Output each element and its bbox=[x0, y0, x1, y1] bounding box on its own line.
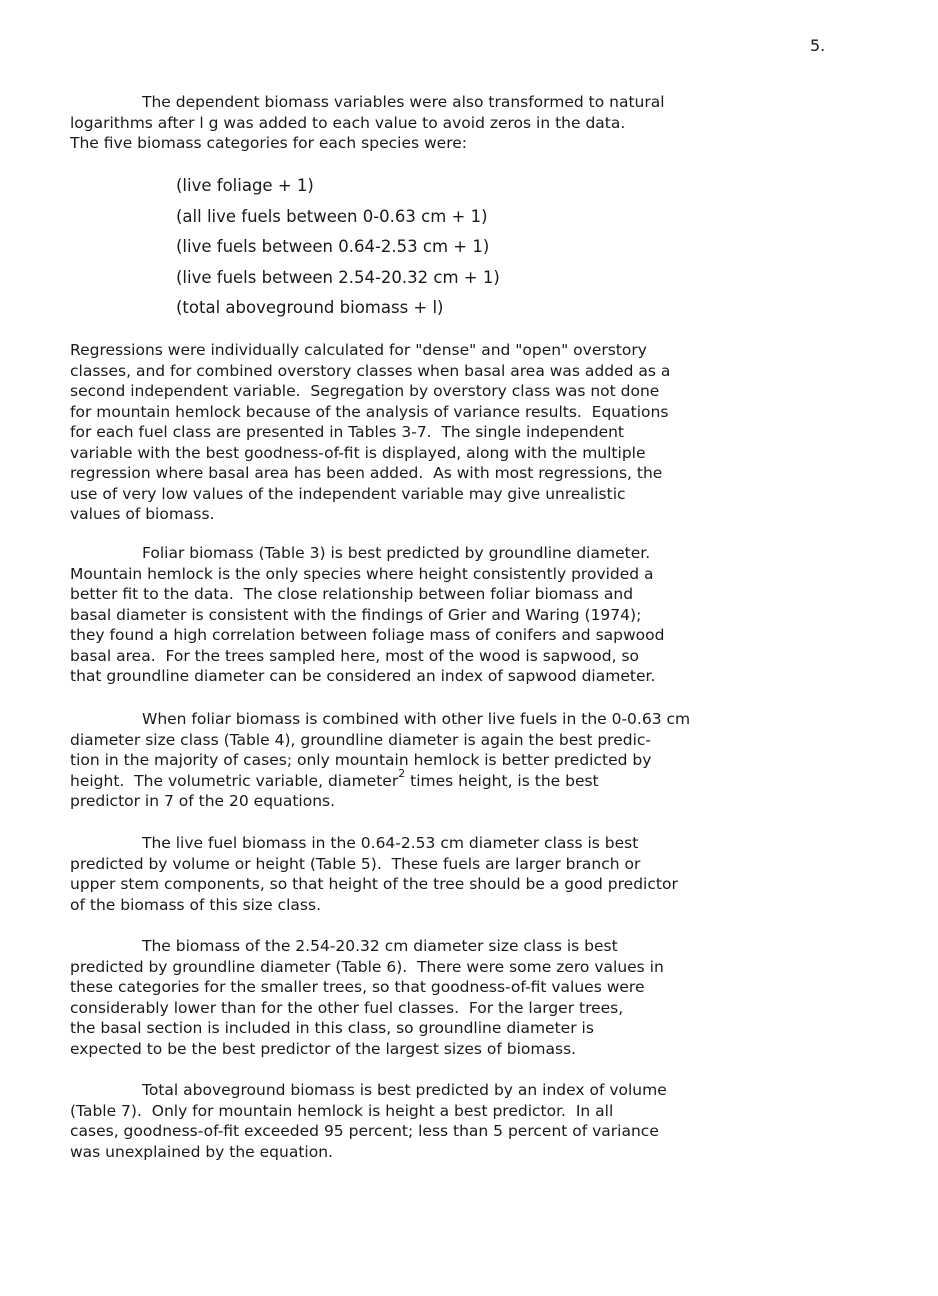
text-line: (Table 7). Only for mountain hemlock is height a best predictor. In all bbox=[70, 1101, 614, 1120]
text-line: Foliar biomass (Table 3) is best predicted by groundline diameter. bbox=[142, 544, 651, 562]
text-segment: height. The volumetric variable, diameter bbox=[70, 771, 399, 790]
text-line: for mountain hemlock because of the analysis of variance results. Equations bbox=[70, 402, 669, 421]
text-line: the basal section is included in this class, so groundline diameter is bbox=[70, 1019, 594, 1037]
large-class-paragraph bbox=[70, 936, 860, 1059]
text-line: they found a high correlation between foliage mass of conifers and sapwood bbox=[70, 626, 665, 644]
text-line: second independent variable. Segregation by overstory class was not done bbox=[70, 382, 660, 400]
combined-paragraph bbox=[70, 709, 860, 812]
superscript: 2 bbox=[398, 767, 406, 781]
page-number: 5. bbox=[810, 36, 826, 55]
text-line: considerably lower than for the other fuel classes. For the larger trees, bbox=[70, 998, 624, 1017]
text-line: The biomass of the 2.54-20.32 cm diameter size class is best bbox=[142, 937, 618, 955]
text-line: When foliar biomass is combined with other live fuels in the 0-0.63 cm bbox=[142, 710, 691, 728]
text-line: Regressions were individually calculated for "dense" and "open" overstory bbox=[70, 341, 647, 359]
biomass-category-list bbox=[176, 174, 500, 327]
text-line: was unexplained by the equation. bbox=[70, 1142, 333, 1161]
list-item: (total aboveground biomass + l) bbox=[176, 298, 444, 317]
text-line: predictor in 7 of the 20 equations. bbox=[70, 792, 336, 810]
text-line: predicted by groundline diameter (Table 6). There were some zero values in bbox=[70, 957, 664, 976]
text-line: basal area. For the trees sampled here, most of the wood is sapwood, so bbox=[70, 646, 640, 665]
foliar-paragraph bbox=[70, 543, 860, 687]
text-line: The dependent biomass variables were also transformed to natural bbox=[142, 93, 665, 111]
text-line: variable with the best goodness-of-fit is displayed, along with the multiple bbox=[70, 443, 646, 462]
text-line: these categories for the smaller trees, so that goodness-of-fit values were bbox=[70, 978, 645, 996]
text-line: better fit to the data. The close relationship between foliar biomass and bbox=[70, 585, 634, 603]
text-line bbox=[70, 767, 860, 792]
total-paragraph bbox=[70, 1080, 860, 1162]
text-line: use of very low values of the independent variable may give unrealistic bbox=[70, 484, 626, 503]
text-line: The five biomass categories for each species were: bbox=[70, 134, 467, 152]
text-line: cases, goodness-of-fit exceeded 95 percent; less than 5 percent of variance bbox=[70, 1122, 659, 1140]
text-line: values of biomass. bbox=[70, 505, 215, 523]
text-line: for each fuel class are presented in Tables 3-7. The single independent bbox=[70, 423, 625, 441]
text-line: classes, and for combined overstory classes when basal area was added as a bbox=[70, 361, 671, 380]
text-line: The live fuel biomass in the 0.64-2.53 cm diameter class is best bbox=[142, 834, 639, 852]
list-item: (live fuels between 0.64-2.53 cm + 1) bbox=[176, 237, 490, 256]
text-line: of the biomass of this size class. bbox=[70, 895, 321, 914]
text-line: basal diameter is consistent with the findings of Grier and Waring (1974); bbox=[70, 605, 642, 624]
text-segment: times height, is the best bbox=[405, 771, 599, 790]
text-line: upper stem components, so that height of the tree should be a good predictor bbox=[70, 875, 678, 893]
text-line: that groundline diameter can be considered an index of sapwood diameter. bbox=[70, 667, 656, 685]
regressions-paragraph bbox=[70, 340, 860, 525]
list-item: (all live fuels between 0-0.63 cm + 1) bbox=[176, 206, 488, 226]
text-line: logarithms after l g was added to each value to avoid zeros in the data. bbox=[70, 113, 626, 132]
intro-paragraph bbox=[70, 92, 860, 154]
list-item: (live foliage + 1) bbox=[176, 176, 314, 195]
text-line: expected to be the best predictor of the largest sizes of biomass. bbox=[70, 1039, 577, 1058]
text-line: tion in the majority of cases; only mountain hemlock is better predicted by bbox=[70, 751, 652, 769]
list-item: (live fuels between 2.54-20.32 cm + 1) bbox=[176, 267, 500, 287]
text-line: Total aboveground biomass is best predicted by an index of volume bbox=[142, 1081, 667, 1099]
text-line: diameter size class (Table 4), groundline diameter is again the best predic- bbox=[70, 730, 652, 749]
text-line: Mountain hemlock is the only species where height consistently provided a bbox=[70, 564, 654, 583]
live-fuel-paragraph bbox=[70, 833, 860, 915]
text-line: predicted by volume or height (Table 5). These fuels are larger branch or bbox=[70, 854, 641, 873]
text-line: regression where basal area has been added. As with most regressions, the bbox=[70, 464, 663, 482]
